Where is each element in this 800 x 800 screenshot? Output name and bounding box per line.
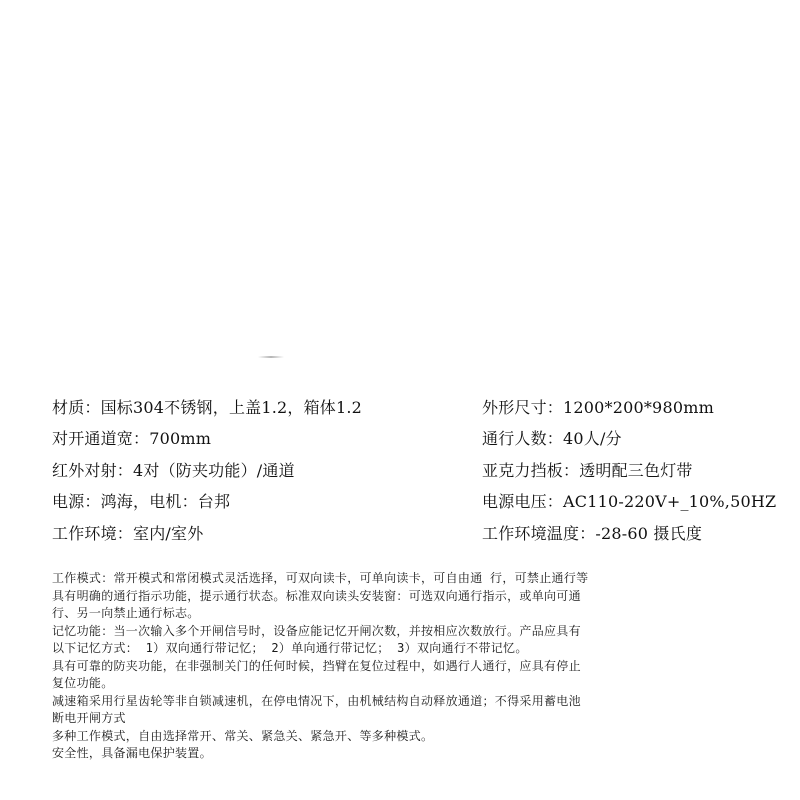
spec-barrier: 亚克力挡板：透明配三色灯带: [482, 461, 693, 480]
spec-row: [0, 488, 800, 518]
description-block: [52, 570, 752, 763]
spec-environment: 工作环境：室内/室外: [52, 524, 204, 543]
spec-table: [0, 394, 800, 554]
spec-row: [0, 520, 800, 550]
spec-lane-width: 对开通道宽：700mm: [52, 429, 212, 448]
description-line: 具有可靠的防夹功能，在非强制关门的任何时候，挡臂在复位过程中，如遇行人通行，应具有停止: [52, 658, 581, 673]
description-line: 安全性，具备漏电保护装置。: [52, 746, 212, 760]
description-line: 行、另一向禁止通行标志。: [52, 606, 200, 620]
description-line: 工作模式：常开模式和常闭模式灵活选择，可双向读卡，可单向读卡，可自由通 行，可禁止通行等: [52, 571, 589, 585]
spec-infrared: 红外对射：4对（防夹功能）/通道: [52, 461, 295, 480]
description-line: 具有明确的通行指示功能，提示通行状态。标准双向读头安装窗：可选双向通行指示，或单向可通: [52, 588, 581, 603]
spec-throughput: 通行人数：40人/分: [482, 429, 622, 448]
spec-row: [0, 425, 800, 455]
spec-dimensions: 外形尺寸：1200*200*980mm: [482, 398, 714, 417]
spec-material: 材质：国标304不锈钢，上盖1.2，箱体1.2: [52, 398, 363, 417]
spec-voltage: 电源电压：AC110-220V+_10%,50HZ: [482, 492, 777, 511]
description-line: 多种工作模式，自由选择常开、常关、紧急关、紧急开、等多种模式。: [52, 728, 434, 743]
spec-power-motor: 电源：鸿海，电机：台邦: [52, 492, 231, 511]
description-line: 复位功能。: [52, 676, 114, 690]
description-line: 记忆功能：当一次输入多个开闸信号时，设备应能记忆开闸次数，并按相应次数放行。产品应具有: [52, 623, 581, 638]
description-line: 断电开闸方式: [52, 711, 126, 725]
spec-temperature: 工作环境温度：-28-60 摄氏度: [482, 524, 703, 543]
description-line: 以下记忆方式： 1）双向通行带记忆； 2）单向通行带记忆； 3）双向通行不带记忆。: [52, 641, 528, 655]
spec-row: [0, 457, 800, 487]
description-line: 减速箱采用行星齿轮等非自锁减速机，在停电情况下，由机械结构自动释放通道；不得采用蓄电池: [52, 693, 581, 708]
spec-row: [0, 394, 800, 424]
divider-mark: [258, 356, 284, 358]
